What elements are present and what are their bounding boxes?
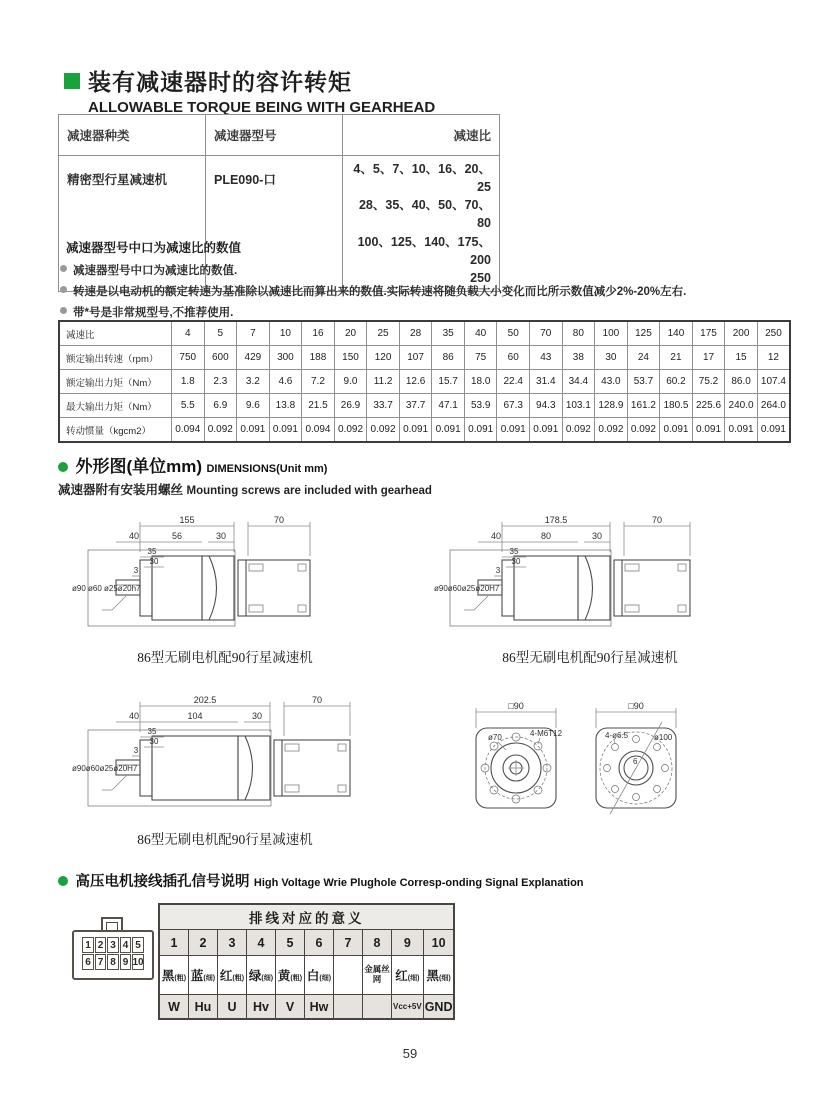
dim-e: 30 xyxy=(511,557,521,566)
pin-number: 9 xyxy=(392,930,424,956)
signal-name: Vcc+5V xyxy=(392,995,424,1020)
gearhead-col-ratio: 减速比 xyxy=(343,115,500,156)
dimensions-subtitle: 减速器附有安装用螺丝 xyxy=(58,483,184,497)
spec-row xyxy=(59,346,790,370)
spec-cell: 47.1 xyxy=(432,394,465,418)
spec-cell: 0.094 xyxy=(172,418,205,443)
pin-number: 3 xyxy=(218,930,247,956)
dim-motor: 70 xyxy=(311,695,323,705)
wire-color-row xyxy=(159,956,454,995)
spec-cell: 67.3 xyxy=(497,394,530,418)
spec-cell: 120 xyxy=(367,346,400,370)
spec-cell: 107 xyxy=(399,346,432,370)
wire-gauge: (细) xyxy=(407,975,420,982)
wire-gauge: (细) xyxy=(261,975,274,982)
page-number: 59 xyxy=(402,1046,418,1061)
spec-cell: 250 xyxy=(757,321,790,346)
wire-color xyxy=(392,956,424,995)
dim-b: 56 xyxy=(171,531,183,541)
spec-cell: 429 xyxy=(237,346,270,370)
spec-cell: 22.4 xyxy=(497,370,530,394)
signal-name: W xyxy=(159,995,189,1020)
page-header xyxy=(64,64,435,116)
spec-cell: 80 xyxy=(562,321,595,346)
signal-row xyxy=(159,995,454,1020)
spec-cell: 33.7 xyxy=(367,394,400,418)
spec-cell: 0.094 xyxy=(302,418,335,443)
connector-pin: 2 xyxy=(95,937,107,953)
spec-cell: 60 xyxy=(497,346,530,370)
spec-row xyxy=(59,370,790,394)
signal-header xyxy=(58,870,584,891)
dimensions-header xyxy=(58,452,432,498)
pin-number: 8 xyxy=(363,930,392,956)
spec-row xyxy=(59,418,790,443)
flange-left-bolts: 4-M6T12 xyxy=(530,729,563,738)
bullet-icon xyxy=(60,307,67,314)
dim-f: 3 xyxy=(133,746,139,755)
connector-pin: 6 xyxy=(82,954,94,970)
flange-right-center-note: 6 xyxy=(633,757,638,766)
wire-color xyxy=(334,956,363,995)
dim-a: 40 xyxy=(128,531,140,541)
spec-cell: 11.2 xyxy=(367,370,400,394)
connector-pin: 7 xyxy=(95,954,107,970)
shaft-diameters: ø90ø60ø25ø20H7 xyxy=(434,584,500,593)
dim-d: 35 xyxy=(147,727,157,736)
signal-name xyxy=(334,995,363,1020)
spec-cell: 103.1 xyxy=(562,394,595,418)
gearhead-footnote: 减速器型号中口为减速比的数值 xyxy=(66,241,242,255)
spec-row-label: 减速比 xyxy=(59,321,172,346)
signal-title-en: High Voltage Wrie Plughole Corresp-onding Signal Explanation xyxy=(253,877,584,889)
spec-cell: 25 xyxy=(367,321,400,346)
spec-row-label: 额定输出转速（rpm） xyxy=(59,346,172,370)
note-item xyxy=(60,262,686,278)
spec-cell: 5 xyxy=(204,321,237,346)
spec-cell: 188 xyxy=(302,346,335,370)
spec-cell: 3.2 xyxy=(237,370,270,394)
spec-cell: 0.092 xyxy=(595,418,628,443)
wire-gauge: (细) xyxy=(203,975,216,982)
spec-cell: 12.6 xyxy=(399,370,432,394)
spec-cell: 0.091 xyxy=(497,418,530,443)
pin-number: 4 xyxy=(247,930,276,956)
note-text: 带*号是非常规型号,不推荐使用. xyxy=(73,307,234,319)
connector-pin: 8 xyxy=(107,954,119,970)
spec-cell: 4.6 xyxy=(269,370,302,394)
wire-color xyxy=(423,956,454,995)
dim-motor: 70 xyxy=(273,515,285,525)
spec-cell: 161.2 xyxy=(627,394,660,418)
spec-cell: 5.5 xyxy=(172,394,205,418)
page-title-en: ALLOWABLE TORQUE BEING WITH GEARHEAD xyxy=(88,99,436,116)
wire-color xyxy=(305,956,334,995)
ratio-line: 4、5、7、10、16、20、25 xyxy=(353,162,491,195)
spec-cell: 34.4 xyxy=(562,370,595,394)
pin-number: 10 xyxy=(423,930,454,956)
spec-cell: 0.091 xyxy=(269,418,302,443)
wire-color-name: 蓝 xyxy=(190,969,204,983)
spec-cell: 21.5 xyxy=(302,394,335,418)
spec-cell: 31.4 xyxy=(530,370,563,394)
connector-row-bottom xyxy=(74,954,152,970)
dim-b: 80 xyxy=(540,531,552,541)
wire-color-name: 绿 xyxy=(248,969,262,983)
spec-cell: 10 xyxy=(269,321,302,346)
spec-cell: 38 xyxy=(562,346,595,370)
spec-cell: 53.9 xyxy=(464,394,497,418)
wire-gauge: (粗) xyxy=(174,975,187,982)
spec-cell: 53.7 xyxy=(627,370,660,394)
spec-cell: 300 xyxy=(269,346,302,370)
dim-c: 30 xyxy=(251,711,263,721)
wire-color-name: 黑 xyxy=(161,969,175,983)
spec-cell: 0.092 xyxy=(204,418,237,443)
pin-number: 7 xyxy=(334,930,363,956)
spec-cell: 17 xyxy=(692,346,725,370)
dim-total: 178.5 xyxy=(544,515,568,525)
spec-cell: 15 xyxy=(725,346,758,370)
spec-cell: 100 xyxy=(595,321,628,346)
spec-cell: 26.9 xyxy=(334,394,367,418)
wire-color xyxy=(159,956,189,995)
dim-a: 40 xyxy=(490,531,502,541)
spec-row-label: 最大输出力矩（Nm） xyxy=(59,394,172,418)
spec-cell: 24 xyxy=(627,346,660,370)
spec-cell: 50 xyxy=(497,321,530,346)
signal-name: Hu xyxy=(189,995,218,1020)
wire-gauge: (细) xyxy=(319,975,332,982)
spec-cell: 0.091 xyxy=(692,418,725,443)
spec-cell: 0.092 xyxy=(562,418,595,443)
connector-pin: 10 xyxy=(132,954,144,970)
spec-cell: 7 xyxy=(237,321,270,346)
dim-c: 30 xyxy=(591,531,603,541)
spec-cell: 600 xyxy=(204,346,237,370)
dim-e: 30 xyxy=(149,737,159,746)
signal-name xyxy=(363,995,392,1020)
spec-cell: 0.091 xyxy=(399,418,432,443)
page-title: 装有减速器时的容许转矩 xyxy=(88,69,352,95)
spec-cell: 20 xyxy=(334,321,367,346)
wire-color-name: 白 xyxy=(306,969,320,983)
spec-cell: 43.0 xyxy=(595,370,628,394)
spec-cell: 175 xyxy=(692,321,725,346)
spec-table-body xyxy=(59,321,790,442)
spec-cell: 1.8 xyxy=(172,370,205,394)
wire-gauge: (细) xyxy=(439,975,451,982)
spec-cell: 180.5 xyxy=(660,394,693,418)
dim-motor: 70 xyxy=(651,515,663,525)
wire-color-name: 金属丝网 xyxy=(364,964,390,984)
dimension-drawing-2 xyxy=(432,512,722,642)
bullet-icon xyxy=(60,265,67,272)
spec-row-label: 额定输出力矩（Nm） xyxy=(59,370,172,394)
drawing-1-caption: 86型无刷电机配90行星减速机 xyxy=(137,650,313,665)
spec-cell: 0.092 xyxy=(334,418,367,443)
spec-cell: 75 xyxy=(464,346,497,370)
spec-cell: 75.2 xyxy=(692,370,725,394)
signal-table-title: 排线对应的意义 xyxy=(159,904,454,930)
dimensions-title: 外形图(单位mm) xyxy=(75,457,203,476)
spec-cell: 0.091 xyxy=(530,418,563,443)
ratio-line: 250 xyxy=(470,270,491,285)
gearhead-col-model: 减速器型号 xyxy=(206,115,343,156)
spec-cell: 0.091 xyxy=(237,418,270,443)
connector-pin: 9 xyxy=(120,954,132,970)
pin-number: 2 xyxy=(189,930,218,956)
spec-cell: 264.0 xyxy=(757,394,790,418)
spec-cell: 9.6 xyxy=(237,394,270,418)
flange-left-square-dim: □90 xyxy=(508,701,524,711)
spec-cell: 2.3 xyxy=(204,370,237,394)
dim-c: 30 xyxy=(215,531,227,541)
dim-f: 3 xyxy=(133,566,139,575)
note-text: 减速器型号中口为减速比的数值. xyxy=(73,265,238,277)
spec-cell: 0.091 xyxy=(757,418,790,443)
green-dot-icon xyxy=(58,462,68,472)
dim-e: 30 xyxy=(149,557,159,566)
note-item xyxy=(60,304,686,320)
spec-cell: 128.9 xyxy=(595,394,628,418)
dim-b: 104 xyxy=(187,711,203,721)
spec-cell: 30 xyxy=(595,346,628,370)
spec-cell: 7.2 xyxy=(302,370,335,394)
ratio-line: 28、35、40、50、70、80 xyxy=(358,198,491,231)
drawing-3-caption: 86型无刷电机配90行星减速机 xyxy=(137,832,313,847)
pin-number: 1 xyxy=(159,930,189,956)
spec-cell: 4 xyxy=(172,321,205,346)
flange-right-square-dim: □90 xyxy=(628,701,644,711)
spec-cell: 0.091 xyxy=(660,418,693,443)
spec-cell: 21 xyxy=(660,346,693,370)
dimensions-title-en: DIMENSIONS(Unit mm) xyxy=(206,463,328,475)
spec-cell: 86.0 xyxy=(725,370,758,394)
wire-gauge: (粗) xyxy=(290,975,303,982)
dim-total: 155 xyxy=(179,515,195,525)
shaft-diameters: ø90ø60ø25ø20H7 xyxy=(72,764,138,773)
wire-color-name: 黑 xyxy=(426,969,440,983)
drawing-2-caption: 86型无刷电机配90行星减速机 xyxy=(502,650,678,665)
signal-name: U xyxy=(218,995,247,1020)
connector-row-top xyxy=(74,937,152,953)
wire-color xyxy=(276,956,305,995)
signal-name: V xyxy=(276,995,305,1020)
spec-cell: 150 xyxy=(334,346,367,370)
spec-cell: 9.0 xyxy=(334,370,367,394)
green-square-icon xyxy=(64,73,80,89)
spec-cell: 225.6 xyxy=(692,394,725,418)
wire-color xyxy=(189,956,218,995)
connector-pin: 1 xyxy=(82,937,94,953)
wire-color xyxy=(247,956,276,995)
spec-cell: 0.091 xyxy=(432,418,465,443)
dimensions-subtitle-en: Mounting screws are included with gearhead xyxy=(186,485,432,497)
flange-left-pcd: ø70 xyxy=(488,733,502,742)
wire-color-name: 黄 xyxy=(277,969,291,983)
dim-d: 35 xyxy=(509,547,519,556)
note-item xyxy=(60,283,686,299)
spec-cell: 107.4 xyxy=(757,370,790,394)
dimension-drawing-3 xyxy=(70,692,370,822)
dim-a: 40 xyxy=(128,711,140,721)
signal-name: Hv xyxy=(247,995,276,1020)
green-dot-icon xyxy=(58,876,68,886)
spec-cell: 0.092 xyxy=(627,418,660,443)
ratio-line: 100、125、140、175、200 xyxy=(357,234,491,267)
spec-cell: 43 xyxy=(530,346,563,370)
pin-number: 6 xyxy=(305,930,334,956)
spec-cell: 18.0 xyxy=(464,370,497,394)
connector-pin: 5 xyxy=(132,937,144,953)
spec-cell: 28 xyxy=(399,321,432,346)
connector-diagram xyxy=(72,930,154,980)
dim-f: 3 xyxy=(495,566,501,575)
note-text: 转速是以电动机的额定转速为基准除以减速比而算出来的数值.实际转速将随负载大小变化而比所示数值减少2%-20%左右. xyxy=(73,286,687,298)
bullet-icon xyxy=(60,286,67,293)
spec-cell: 13.8 xyxy=(269,394,302,418)
spec-cell: 86 xyxy=(432,346,465,370)
spec-cell: 70 xyxy=(530,321,563,346)
spec-cell: 60.2 xyxy=(660,370,693,394)
signal-name: Hw xyxy=(305,995,334,1020)
wire-gauge: (粗) xyxy=(232,975,245,982)
gearhead-type: 精密型行星减速机 xyxy=(59,156,206,292)
spec-cell: 40 xyxy=(464,321,497,346)
connector-tab-icon xyxy=(101,917,123,930)
spec-cell: 240.0 xyxy=(725,394,758,418)
wire-color-name: 红 xyxy=(219,969,233,983)
spec-cell: 200 xyxy=(725,321,758,346)
spec-cell: 0.091 xyxy=(464,418,497,443)
signal-table xyxy=(158,903,455,1020)
shaft-diameters: ø90 ø60 ø25ø20h7 xyxy=(72,584,141,593)
spec-cell: 6.9 xyxy=(204,394,237,418)
spec-row-label: 转动惯量（kgcm2） xyxy=(59,418,172,443)
gearhead-model: PLE090-口 xyxy=(206,156,343,292)
flange-right-circle: ø100 xyxy=(654,733,673,742)
spec-cell: 35 xyxy=(432,321,465,346)
spec-row xyxy=(59,321,790,346)
flange-front-views xyxy=(462,698,692,820)
wire-color-name: 红 xyxy=(395,969,408,983)
flange-right-holes: 4-ø6.5 xyxy=(605,731,629,740)
connector-pin: 3 xyxy=(107,937,119,953)
spec-row xyxy=(59,394,790,418)
spec-cell: 12 xyxy=(757,346,790,370)
wire-color xyxy=(363,956,392,995)
signal-name: GND xyxy=(423,995,454,1020)
spec-cell: 0.091 xyxy=(725,418,758,443)
pin-number: 5 xyxy=(276,930,305,956)
spec-cell: 15.7 xyxy=(432,370,465,394)
dim-d: 35 xyxy=(147,547,157,556)
gearhead-col-type: 减速器种类 xyxy=(59,115,206,156)
dimension-drawing-1 xyxy=(70,512,340,642)
spec-cell: 750 xyxy=(172,346,205,370)
dim-total: 202.5 xyxy=(193,695,217,705)
pin-number-row xyxy=(159,930,454,956)
spec-table xyxy=(58,320,791,443)
signal-title: 高压电机接线插孔信号说明 xyxy=(75,874,250,890)
notes-list xyxy=(60,262,686,320)
spec-cell: 0.092 xyxy=(367,418,400,443)
spec-cell: 94.3 xyxy=(530,394,563,418)
wire-color xyxy=(218,956,247,995)
connector-pin: 4 xyxy=(120,937,132,953)
spec-cell: 16 xyxy=(302,321,335,346)
spec-cell: 37.7 xyxy=(399,394,432,418)
spec-cell: 140 xyxy=(660,321,693,346)
spec-cell: 125 xyxy=(627,321,660,346)
